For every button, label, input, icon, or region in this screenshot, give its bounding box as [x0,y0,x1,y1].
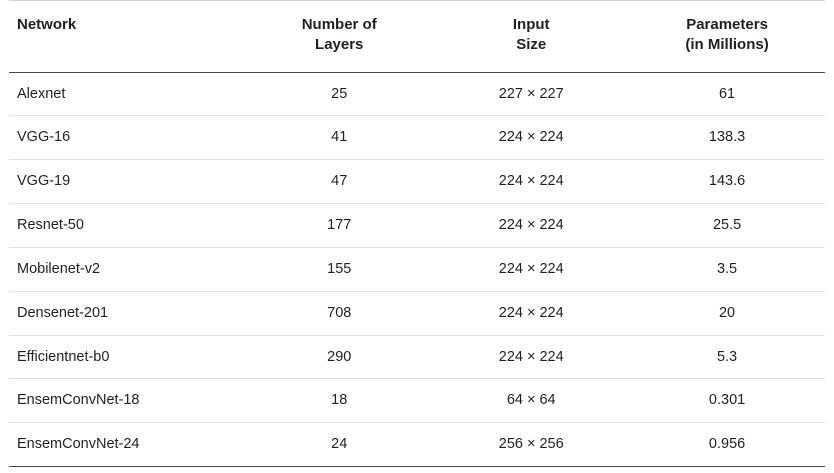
column-header-layers-line1: Number of [301,16,377,33]
table-row [9,247,825,291]
cell-layers: 47 [245,160,433,204]
cell-parameters: 143.6 [629,160,825,204]
column-header-params-line1: Parameters [686,16,768,33]
table-row [9,204,825,248]
cell-network: Densenet-201 [9,291,245,335]
column-header-network [9,1,245,73]
column-header-parameters [629,1,825,73]
cell-input-size: 224 × 224 [433,291,629,335]
table-header [9,1,825,73]
cell-layers: 18 [245,379,433,423]
cell-parameters: 25.5 [629,204,825,248]
cell-input-size: 224 × 224 [433,204,629,248]
cell-network: EnsemConvNet-24 [9,423,245,467]
cell-input-size: 227 × 227 [433,72,629,116]
network-comparison-table [9,0,825,467]
column-header-input-size [433,1,629,73]
table-row [9,291,825,335]
table-row [9,379,825,423]
table-row [9,335,825,379]
cell-parameters: 0.301 [629,379,825,423]
column-header-network-line1: Network [17,16,77,33]
table-header-row [9,1,825,73]
cell-network: VGG-16 [9,116,245,160]
table-row [9,116,825,160]
cell-layers: 177 [245,204,433,248]
table-row [9,160,825,204]
cell-network: Alexnet [9,72,245,116]
cell-input-size: 64 × 64 [433,379,629,423]
cell-parameters: 5.3 [629,335,825,379]
cell-network: EnsemConvNet-18 [9,379,245,423]
table-row [9,72,825,116]
cell-parameters: 3.5 [629,247,825,291]
table-body [9,72,825,467]
column-header-params-line2: (in Millions) [685,36,769,54]
column-header-input-line2: Size [516,36,547,54]
cell-layers: 41 [245,116,433,160]
cell-parameters: 20 [629,291,825,335]
cell-layers: 708 [245,291,433,335]
cell-layers: 25 [245,72,433,116]
cell-parameters: 0.956 [629,423,825,467]
cell-layers: 290 [245,335,433,379]
column-header-input-line1: Input [512,16,550,33]
cell-input-size: 256 × 256 [433,423,629,467]
cell-network: Mobilenet-v2 [9,247,245,291]
cell-input-size: 224 × 224 [433,160,629,204]
cell-parameters: 138.3 [629,116,825,160]
cell-network: VGG-19 [9,160,245,204]
table-row [9,423,825,467]
column-header-layers-line2: Layers [315,36,364,54]
column-header-number-of-layers [245,1,433,73]
cell-network: Efficientnet-b0 [9,335,245,379]
cell-input-size: 224 × 224 [433,335,629,379]
cell-input-size: 224 × 224 [433,116,629,160]
cell-parameters: 61 [629,72,825,116]
cell-input-size: 224 × 224 [433,247,629,291]
cell-network: Resnet-50 [9,204,245,248]
cell-layers: 24 [245,423,433,467]
cell-layers: 155 [245,247,433,291]
